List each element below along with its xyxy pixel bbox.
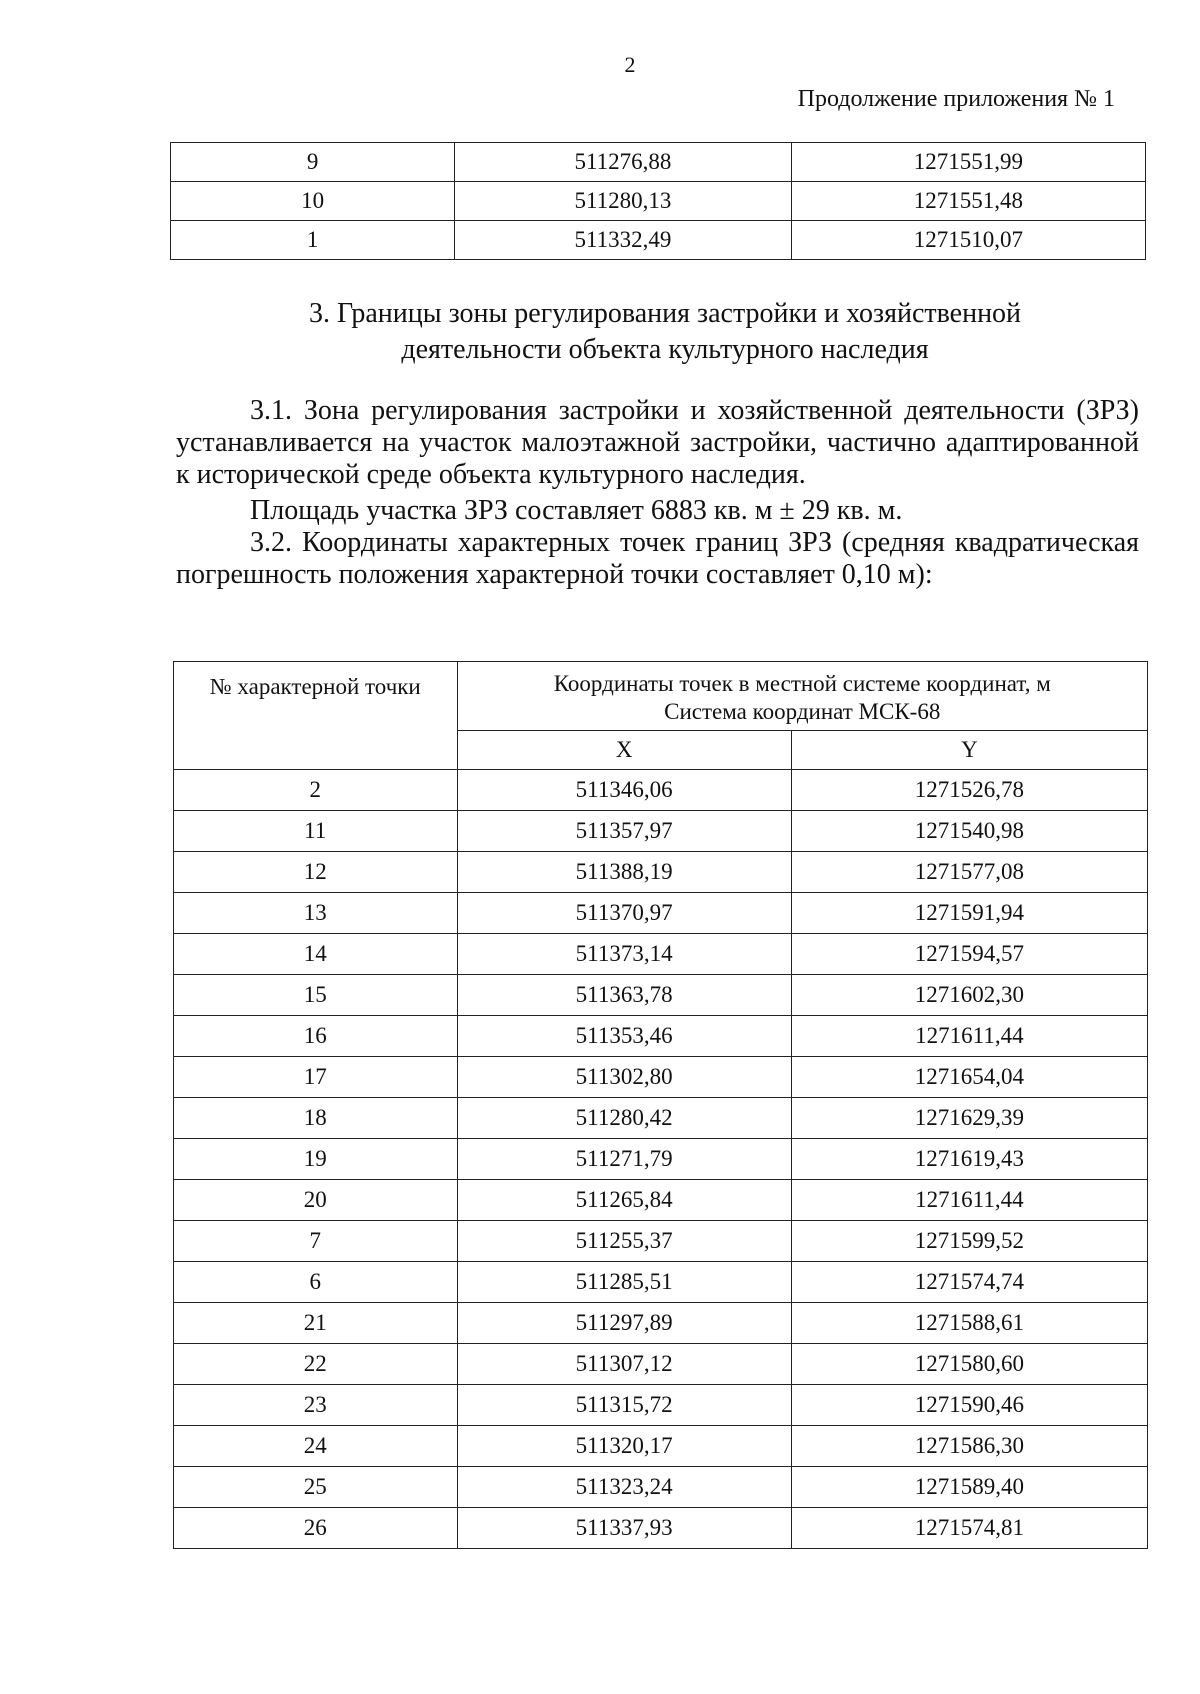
header-y: Y (791, 731, 1147, 770)
x-coordinate-cell: 511353,46 (457, 1016, 791, 1057)
x-coordinate-cell: 511285,51 (457, 1262, 791, 1303)
header-coordinates-line-1: Координаты точек в местной системе координат, м (553, 671, 1051, 696)
point-number-cell: 20 (174, 1180, 458, 1221)
table-row (171, 182, 1146, 221)
y-coordinate-cell: 1271602,30 (791, 975, 1147, 1016)
point-number-cell: 19 (174, 1139, 458, 1180)
y-coordinate-cell: 1271551,48 (791, 182, 1145, 221)
x-coordinate-cell: 511357,97 (457, 811, 791, 852)
x-coordinate-cell: 511297,89 (457, 1303, 791, 1344)
header-coordinates (457, 662, 1148, 731)
table-row (174, 1016, 1148, 1057)
point-number-cell: 25 (174, 1467, 458, 1508)
table-row (174, 1221, 1148, 1262)
y-coordinate-cell: 1271574,81 (791, 1508, 1147, 1549)
table-row (174, 1385, 1148, 1426)
point-number-cell: 9 (171, 143, 455, 182)
header-x: X (457, 731, 791, 770)
table-row (174, 1057, 1148, 1098)
point-number-cell: 10 (171, 182, 455, 221)
table-row (174, 1180, 1148, 1221)
y-coordinate-cell: 1271589,40 (791, 1467, 1147, 1508)
y-coordinate-cell: 1271611,44 (791, 1180, 1147, 1221)
point-number-cell: 16 (174, 1016, 458, 1057)
y-coordinate-cell: 1271590,46 (791, 1385, 1147, 1426)
y-coordinate-cell: 1271510,07 (791, 221, 1145, 260)
x-coordinate-cell: 511370,97 (457, 893, 791, 934)
y-coordinate-cell: 1271551,99 (791, 143, 1145, 182)
y-coordinate-cell: 1271591,94 (791, 893, 1147, 934)
table-row (174, 1303, 1148, 1344)
table-row (174, 975, 1148, 1016)
x-coordinate-cell: 511337,93 (457, 1508, 791, 1549)
x-coordinate-cell: 511280,13 (455, 182, 791, 221)
point-number-cell: 22 (174, 1344, 458, 1385)
table-row (174, 934, 1148, 975)
x-coordinate-cell: 511315,72 (457, 1385, 791, 1426)
table-row (174, 1467, 1148, 1508)
table-row (171, 143, 1146, 182)
x-coordinate-cell: 511255,37 (457, 1221, 791, 1262)
point-number-cell: 21 (174, 1303, 458, 1344)
paragraph-area: Площадь участка ЗРЗ составляет 6883 кв. м ± 29 кв. м. (250, 495, 903, 526)
table-row (174, 1139, 1148, 1180)
point-number-cell: 12 (174, 852, 458, 893)
y-coordinate-cell: 1271574,74 (791, 1262, 1147, 1303)
x-coordinate-cell: 511271,79 (457, 1139, 791, 1180)
paragraph-3-2: 3.2. Координаты характерных точек границ ЗРЗ (средняя квадратическая погрешность положения характерной точки составляет 0,10 м): (176, 527, 1139, 590)
y-coordinate-cell: 1271594,57 (791, 934, 1147, 975)
paragraph-3-1: 3.1. Зона регулирования застройки и хозяйственной деятельности (ЗРЗ) устанавливается на участок малоэтажной застройки, частично адаптированной к исторической среде объекта культурного наследия. (176, 395, 1139, 490)
point-number-cell: 14 (174, 934, 458, 975)
point-number-cell: 7 (174, 1221, 458, 1262)
x-coordinate-cell: 511280,42 (457, 1098, 791, 1139)
point-number-cell: 15 (174, 975, 458, 1016)
x-coordinate-cell: 511265,84 (457, 1180, 791, 1221)
header-coordinates-line-2: Система координат МСК-68 (664, 699, 941, 724)
x-coordinate-cell: 511332,49 (455, 221, 791, 260)
point-number-cell: 23 (174, 1385, 458, 1426)
x-coordinate-cell: 511276,88 (455, 143, 791, 182)
x-coordinate-cell: 511320,17 (457, 1426, 791, 1467)
y-coordinate-cell: 1271588,61 (791, 1303, 1147, 1344)
point-number-cell: 17 (174, 1057, 458, 1098)
y-coordinate-cell: 1271599,52 (791, 1221, 1147, 1262)
point-number-cell: 24 (174, 1426, 458, 1467)
point-number-cell: 6 (174, 1262, 458, 1303)
point-number-cell: 26 (174, 1508, 458, 1549)
page-number: 2 (624, 52, 636, 77)
x-coordinate-cell: 511363,78 (457, 975, 791, 1016)
section-title-line-2: деятельности объекта культурного наследия (401, 334, 929, 365)
x-coordinate-cell: 511307,12 (457, 1344, 791, 1385)
x-coordinate-cell: 511323,24 (457, 1467, 791, 1508)
y-coordinate-cell: 1271629,39 (791, 1098, 1147, 1139)
table-row (174, 1426, 1148, 1467)
table-row (174, 1098, 1148, 1139)
x-coordinate-cell: 511388,19 (457, 852, 791, 893)
point-number-cell: 18 (174, 1098, 458, 1139)
continuation-label: Продолжение приложения № 1 (797, 86, 1115, 112)
table-row (171, 221, 1146, 260)
x-coordinate-cell: 511302,80 (457, 1057, 791, 1098)
table-row (174, 1262, 1148, 1303)
y-coordinate-cell: 1271654,04 (791, 1057, 1147, 1098)
x-coordinate-cell: 511373,14 (457, 934, 791, 975)
y-coordinate-cell: 1271540,98 (791, 811, 1147, 852)
y-coordinate-cell: 1271619,43 (791, 1139, 1147, 1180)
y-coordinate-cell: 1271611,44 (791, 1016, 1147, 1057)
table-row (174, 893, 1148, 934)
table-row (174, 770, 1148, 811)
header-point-number: № характерной точки (174, 662, 458, 770)
point-number-cell: 1 (171, 221, 455, 260)
y-coordinate-cell: 1271586,30 (791, 1426, 1147, 1467)
table-row (174, 1344, 1148, 1385)
coordinates-table-continued (170, 142, 1146, 260)
y-coordinate-cell: 1271526,78 (791, 770, 1147, 811)
section-title-line-1: 3. Границы зоны регулирования застройки и хозяйственной (308, 298, 1022, 329)
point-number-cell: 13 (174, 893, 458, 934)
table-row (174, 852, 1148, 893)
coordinates-table-zrz (173, 661, 1148, 1549)
point-number-cell: 11 (174, 811, 458, 852)
y-coordinate-cell: 1271577,08 (791, 852, 1147, 893)
y-coordinate-cell: 1271580,60 (791, 1344, 1147, 1385)
table-row (174, 1508, 1148, 1549)
point-number-cell: 2 (174, 770, 458, 811)
table-row (174, 811, 1148, 852)
section-title (175, 296, 1155, 368)
x-coordinate-cell: 511346,06 (457, 770, 791, 811)
